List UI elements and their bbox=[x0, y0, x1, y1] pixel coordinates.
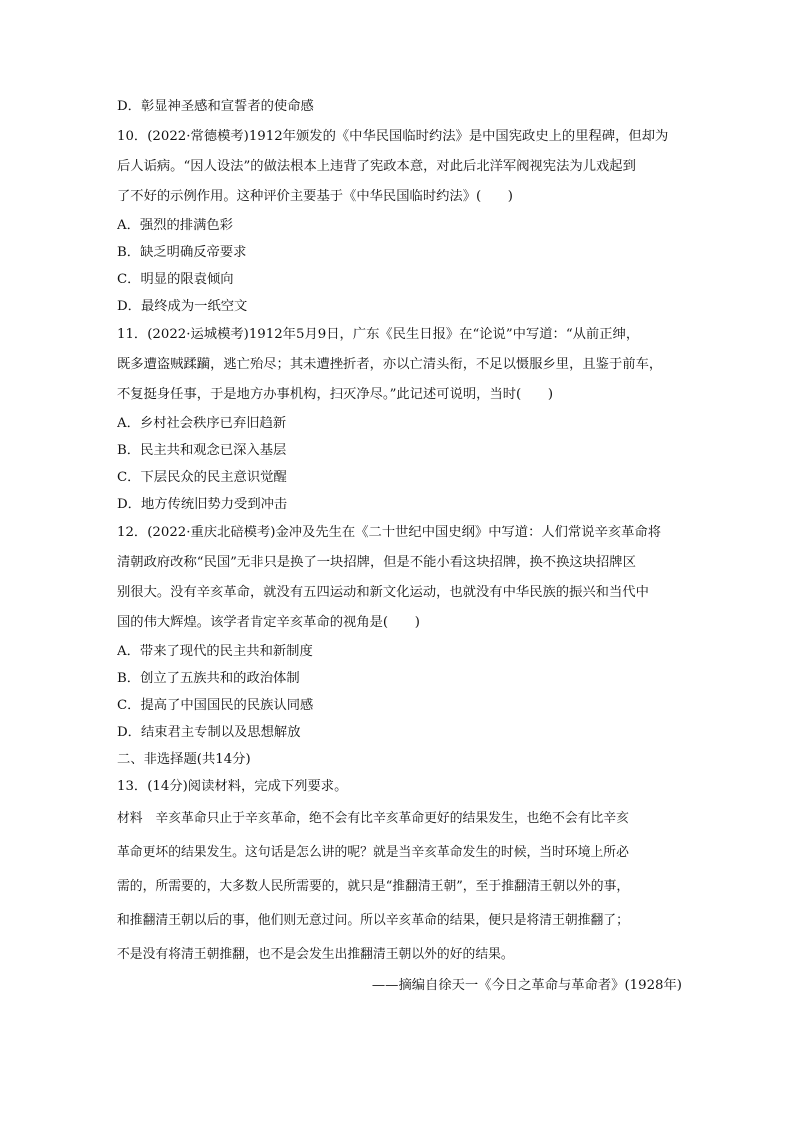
q13-prompt: 13．(14分)阅读材料，完成下列要求。 bbox=[117, 779, 348, 794]
q11-option-d: D．地方传统旧势力受到冲击 bbox=[117, 497, 288, 512]
q11-option-b: B．民主共和观念已深入基层 bbox=[117, 443, 287, 458]
question-10 bbox=[117, 122, 682, 320]
q10-stem-line: 后人诟病。“因人设法”的做法根本上违背了宪政本意，对此后北洋军阀视宪法为儿戏起到 bbox=[117, 159, 636, 174]
q12-stem-line: 别很大。没有辛亥革命，就没有五四运动和新文化运动，也就没有中华民族的振兴和当代中 bbox=[117, 585, 649, 600]
question-11 bbox=[117, 320, 682, 518]
q12-stem-line: 12．(2022·重庆北碚模考)金冲及先生在《二十世纪中国史纲》中写道：人们常说辛亥革命将 bbox=[117, 525, 662, 540]
question-12 bbox=[117, 518, 682, 746]
q11-option-c: C．下层民众的民主意识觉醒 bbox=[117, 470, 287, 485]
q12-option-a: A．带来了现代的民主共和新制度 bbox=[117, 644, 313, 659]
q12-stem-line: 国的伟大辉煌。该学者肯定辛亥革命的视角是( ) bbox=[117, 615, 420, 630]
q10-option-b: B．缺乏明确反帝要求 bbox=[117, 245, 247, 260]
q9-option-d: D．彰显神圣感和宣誓者的使命感 bbox=[117, 99, 314, 114]
material-line: 材料 辛亥革命只止于辛亥革命，绝不会有比辛亥革命更好的结果发生，也绝不会有比辛亥 bbox=[117, 811, 629, 826]
section-heading: 二、非选择题(共14分) bbox=[117, 752, 251, 767]
q11-option-a: A．乡村社会秩序已弃旧趋新 bbox=[117, 416, 287, 431]
q10-option-a: A．强烈的排满色彩 bbox=[117, 218, 233, 233]
material-line: 需的，所需要的，大多数人民所需要的，就只是“推翻清王朝”，至于推翻清王朝以外的事， bbox=[117, 879, 630, 894]
material-line: 和推翻清王朝以后的事，他们则无意过问。所以辛亥革命的结果，便只是将清王朝推翻了； bbox=[117, 913, 629, 928]
q11-stem-line: 不复挺身任事，于是地方办事机构，扫灭净尽。”此记述可说明，当时( ) bbox=[117, 387, 554, 402]
q11-stem-line: 11．(2022·运城模考)1912年5月9日，广东《民生日报》在“论说”中写道：“从前正绅， bbox=[117, 327, 640, 342]
exam-page bbox=[117, 93, 682, 1000]
q10-stem-line: 10．(2022·常德模考)1912年颁发的《中华民国临时约法》是中国宪政史上的里程碑，但却为 bbox=[117, 129, 669, 144]
q10-stem-line: 了不好的示例作用。这种评价主要基于《中华民国临时约法》( ) bbox=[117, 189, 513, 204]
material-line: 不是没有将清王朝推翻，也不是会发生出推翻清王朝以外的好的结果。 bbox=[117, 947, 514, 962]
material-source: ——摘编自徐天一《今日之革命与革命者》(1928年) bbox=[371, 978, 682, 993]
q12-option-b: B．创立了五族共和的政治体制 bbox=[117, 671, 300, 686]
q12-stem-line: 清朝政府改称“民国”无非只是换了一块招牌，但是不能小看这块招牌，换不换这块招牌区 bbox=[117, 555, 636, 570]
q10-option-d: D．最终成为一纸空文 bbox=[117, 299, 248, 314]
material-block bbox=[117, 802, 682, 1000]
material-line: 革命更坏的结果发生。这句话是怎么讲的呢？就是当辛亥革命发生的时候，当时环境上所必 bbox=[117, 845, 629, 860]
q12-option-d: D．结束君主专制以及思想解放 bbox=[117, 725, 301, 740]
q11-stem-line: 既多遭盗贼蹂躏，逃亡殆尽；其未遭挫折者，亦以亡清头衔，不足以慑服乡里，且鉴于前车， bbox=[117, 357, 663, 372]
q10-option-c: C．明显的限袁倾向 bbox=[117, 272, 234, 287]
q12-option-c: C．提高了中国国民的民族认同感 bbox=[117, 698, 314, 713]
